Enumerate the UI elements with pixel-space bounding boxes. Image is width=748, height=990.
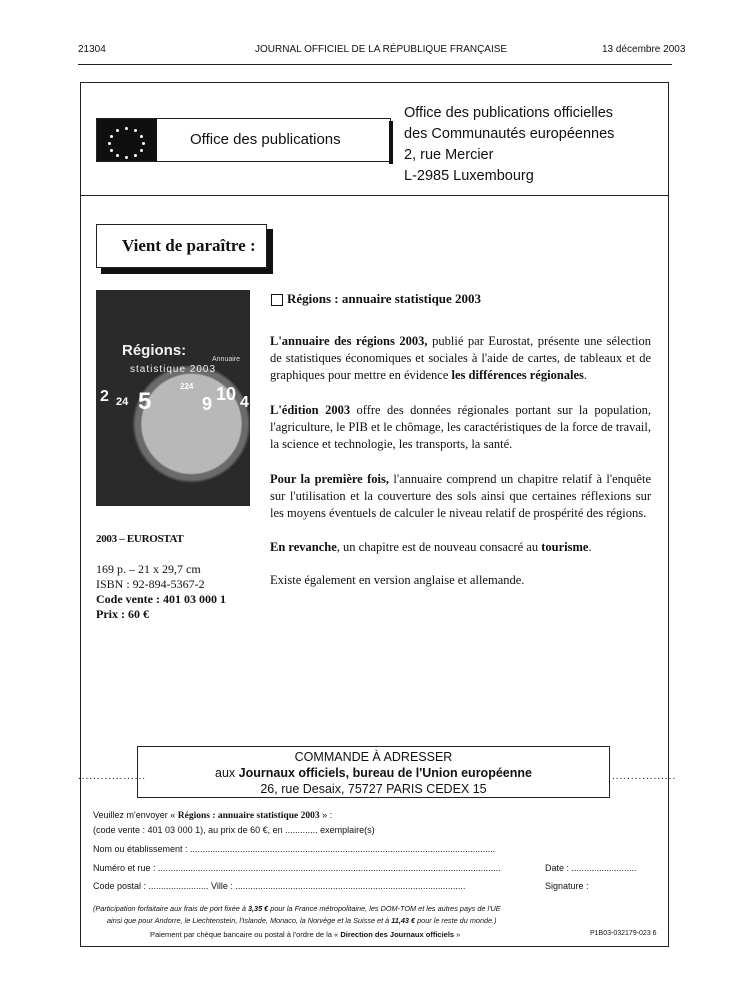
p4-text: , un chapitre est de nouveau consacré au xyxy=(336,540,542,554)
form-date-field[interactable]: Date : .......................... xyxy=(545,863,637,873)
paragraph-3 xyxy=(270,471,651,522)
order-address-box xyxy=(137,746,610,798)
payment-bold: Direction des Journaux officiels xyxy=(340,930,455,939)
p1-bold: L'annuaire des régions 2003, xyxy=(270,334,428,348)
cover-number: 2 xyxy=(100,388,109,405)
issue-date: 13 décembre 2003 xyxy=(602,44,686,55)
announcement-shadow-bottom xyxy=(101,268,273,274)
p4-bold-2: tourisme xyxy=(541,540,589,554)
publisher-address-line-1: Office des publications officielles xyxy=(404,105,614,121)
cover-title: Régions: xyxy=(122,342,187,359)
form-request-post: » : xyxy=(319,810,333,820)
order-line-3: 26, rue Desaix, 75727 PARIS CEDEX 15 xyxy=(260,782,487,796)
p2-text: offre des données régionales portant sur la population, l'agriculture, le PIB et le chômage, les caractéristiques de la force de travail, la science et technologie, les transports, la santé. xyxy=(270,403,651,451)
book-price: Prix : 60 € xyxy=(96,607,149,621)
reference-code: P1B03-032179-023 6 xyxy=(590,930,657,937)
payment-post: » xyxy=(454,930,461,939)
payment-note xyxy=(150,930,460,939)
logo-label: Office des publications xyxy=(190,131,341,148)
footnote-line-2 xyxy=(107,916,497,925)
book-code-vente: Code vente : 401 03 000 1 xyxy=(96,592,226,606)
book-pages: 169 p. – 21 x 29,7 cm xyxy=(96,562,201,576)
cover-annuaire: Annuaire xyxy=(212,356,241,363)
publisher-address-line-4: L-2985 Luxembourg xyxy=(404,168,534,184)
header-rule xyxy=(78,64,672,65)
book-cover-image xyxy=(96,290,250,506)
p1-bold-2: les différences régionales xyxy=(451,368,584,382)
form-request-title: Régions : annuaire statistique 2003 xyxy=(177,811,320,821)
fn1-b: 3,35 € xyxy=(247,904,269,913)
fn2-a: ainsi que pour Andorre, le Liechtenstein, l'Islande, Monaco, la Norvège et la Suisse et à xyxy=(107,916,392,925)
page-number: 21304 xyxy=(78,44,106,55)
paragraph-5: Existe également en version anglaise et allemande. xyxy=(270,573,525,587)
announcement-heading: Vient de paraître : xyxy=(122,236,256,255)
publisher-address-line-3: 2, rue Mercier xyxy=(404,147,494,163)
fn2-b: 11,43 € xyxy=(391,916,416,925)
form-street-field[interactable]: Numéro et rue : ......................................................................................................................................... xyxy=(93,863,501,873)
checkbox-icon xyxy=(271,294,283,306)
form-signature-field[interactable]: Signature : xyxy=(545,881,589,891)
logo-shadow xyxy=(389,121,393,164)
p1-text: publié par Eurostat, présente une sélection de statistiques économiques et sociales à l'aide de cartes, de tableaux et de graphiques pour mettre en évidence xyxy=(270,334,652,382)
order-line-2-pre: aux xyxy=(215,766,239,780)
book-edition: 2003 – EUROSTAT xyxy=(96,533,184,545)
cover-number: 4 xyxy=(240,394,249,411)
order-line-1: COMMANDE À ADRESSER xyxy=(294,750,453,764)
form-postal-city-field[interactable]: Code postal : ........................ Ville : ............................................................................................ xyxy=(93,881,466,891)
p1-end: . xyxy=(583,368,588,382)
p3-text: l'annuaire comprend un chapitre relatif à l'enquête sur l'utilisation et la couverture des sols ainsi que certaines réflexions sur les moyens éventuels de calculer le niveau relatif de prospérité des régions. xyxy=(270,472,651,520)
footnote-line-1 xyxy=(93,904,501,913)
fn1-a: (Participation forfaitaire aux frais de port fixée à xyxy=(93,904,248,913)
p4-end: . xyxy=(588,540,592,554)
publisher-address-line-2: des Communautés européennes xyxy=(404,126,615,142)
cover-subtitle: statistique 2003 xyxy=(130,364,217,375)
order-line-2-bold: Journaux officiels, bureau de l'Union européenne xyxy=(238,766,532,780)
fn1-c: pour la France métropolitaine, les DOM-TOM et les autres pays de l'UE xyxy=(268,904,501,913)
form-name-field[interactable]: Nom ou établissement : .......................................................................................................................... xyxy=(93,844,496,854)
paragraph-4 xyxy=(270,539,651,556)
cut-line-right: ................. xyxy=(612,771,677,782)
journal-title: JOURNAL OFFICIEL DE LA RÉPUBLIQUE FRANÇAISE xyxy=(255,44,508,55)
cover-number: 224 xyxy=(180,382,194,391)
form-request-pre: Veuillez m'envoyer « xyxy=(93,810,178,820)
eu-flag-icon xyxy=(97,119,157,161)
paragraph-1 xyxy=(270,333,651,384)
form-quantity-field[interactable]: (code vente : 401 03 000 1), au prix de 60 €, en ............. exemplaire(s) xyxy=(93,825,375,835)
cover-number: 10 xyxy=(216,384,237,404)
p2-bold: L'édition 2003 xyxy=(270,403,351,417)
product-title: Régions : annuaire statistique 2003 xyxy=(287,291,482,306)
fn2-c: pour le reste du monde.) xyxy=(415,916,497,925)
payment-pre: Paiement par chèque bancaire ou postal à l'ordre de la « xyxy=(150,930,341,939)
order-line-2 xyxy=(138,765,609,781)
form-request-line xyxy=(93,810,332,821)
band-divider xyxy=(80,195,669,196)
cover-number: 24 xyxy=(116,396,129,408)
cover-number: 5 xyxy=(138,388,152,415)
paragraph-2 xyxy=(270,402,651,453)
p4-bold: En revanche xyxy=(270,540,337,554)
cut-line-left: .................. xyxy=(78,771,147,782)
cover-number: 9 xyxy=(202,394,213,414)
p3-bold: Pour la première fois, xyxy=(270,472,389,486)
book-isbn: ISBN : 92-894-5367-2 xyxy=(96,577,205,591)
